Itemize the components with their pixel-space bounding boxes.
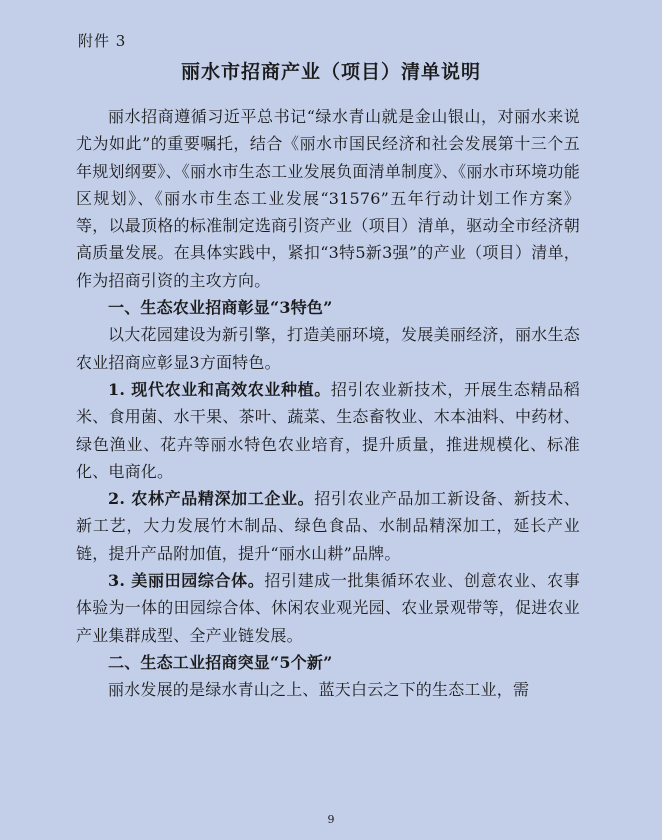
section-intro-1: 以大花园建设为新引擎，打造美丽环境，发展美丽经济，丽水生态农业招商应彰显3方面特色。 <box>76 325 580 372</box>
document-body <box>76 103 580 704</box>
item-text: 招引建成一批集循环农业、创意农业、农事体验为一体的田园综合体、休闲农业观光园、农业景观带等，促进农业产业集群成型、全产业链发展。 <box>76 571 580 645</box>
document-title: 丽水市招商产业（项目）清单说明 <box>180 61 481 83</box>
intro-paragraph: 丽水招商遵循习近平总书记“绿水青山就是金山银山，对丽水来说尤为如此”的重要嘱托，结合《丽水市国民经济和社会发展第十三个五年规划纲要》、《丽水市生态工业发展负面清单制度》、《丽水市环境功能区规划》、《丽水市生态工业发展“31576”五年行动计划工作方案》等，以最顶格的标准制定选商引资产业（项目）清单，驱动全市经济朝高质量发展。在具体实践中，紧扣“3特5新3强”的产业（项目）清单，作为招商引资的主攻方向。 <box>76 107 580 290</box>
attachment-label: 附件 3 <box>78 32 127 50</box>
list-item <box>76 567 580 649</box>
list-item <box>76 485 580 567</box>
page-number: 9 <box>327 813 335 826</box>
item-text: 招引农业产品加工新设备、新技术、新工艺，大力发展竹木制品、绿色食品、水制品精深加工，延长产业链，提升产品附加值，提升“丽水山耕”品牌。 <box>76 489 581 563</box>
section-intro-2: 丽水发展的是绿水青山之上、蓝天白云之下的生态工业，需 <box>108 680 530 700</box>
list-item <box>76 376 580 485</box>
item-label: 1. 现代农业和高效农业种植。 <box>108 379 331 399</box>
item-label: 3. 美丽田园综合体。 <box>108 571 265 591</box>
section-heading-2: 二、生态工业招商突显“5个新” <box>108 652 333 672</box>
item-text: 招引农业新技术，开展生态精品稻米、食用菌、水干果、茶叶、蔬菜、生态畜牧业、木本油料、中药材、绿色渔业、花卉等丽水特色农业培育，提升质量，推进规模化、标准化、电商化。 <box>76 379 580 481</box>
item-label: 2. 农林产品精深加工企业。 <box>108 489 315 509</box>
section-heading-1: 一、生态农业招商彰显“3特色” <box>108 298 333 318</box>
